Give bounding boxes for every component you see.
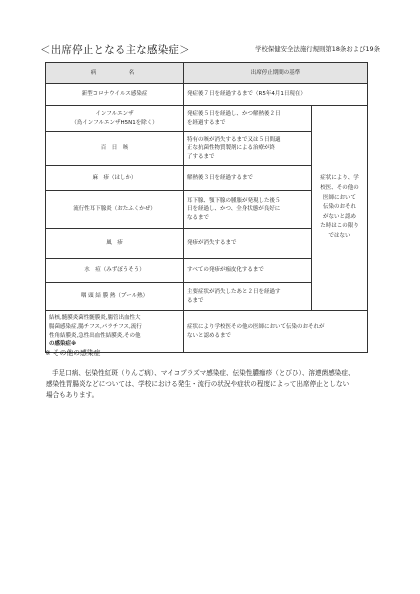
disease-column-header: 病 名 — [46, 63, 184, 84]
disease-cell: 風 疹 — [46, 229, 184, 259]
disease-cell: 流行性耳下腺炎（おたふくかぜ） — [46, 191, 184, 229]
disease-cell: 結核,髄膜炎菌性髄膜炎,腸管出血性大 腸菌感染症,腸チフス,パラチフス,流行 性角結膜炎,急性出血性結膜炎,その他 の感染症※ — [46, 311, 184, 353]
standard-cell: 症状により学校医その他の医師において伝染のおそれが ないと認めるまで — [184, 311, 368, 353]
standard-cell: すべての発疹が痂皮化するまで — [184, 259, 312, 283]
table-header-row — [46, 63, 368, 84]
standard-cell: 特有の咳が消失するまで又は５日間適 正な抗菌性物質製剤による治療が終 了するまで — [184, 132, 312, 166]
law-reference: 学校保健安全法施行規則第18条および19条 — [255, 45, 380, 53]
standard-column-header: 出席停止期間の基準 — [184, 63, 368, 84]
page-title: ＜出席停止となる主な感染症＞ — [40, 44, 190, 56]
disease-cell: 新型コロナウイルス感染症 — [46, 84, 184, 106]
standard-cell: 耳下腺、顎下腺の腫脹が発現した後５ 日を経過し、かつ、全身状態が良好に なるまで — [184, 191, 312, 229]
other-diseases-heading: ※ その他の感染症 — [45, 349, 101, 357]
table-row — [46, 106, 368, 132]
standard-cell: 主要症状が消失したあと２日を経過す るまで — [184, 283, 312, 311]
infectious-disease-table — [45, 62, 368, 353]
exception-note: 症状により、学 校医、その他の 医師において 伝染のおそれ がないと認め た時はこの限り ではない — [312, 106, 368, 311]
table-row — [46, 84, 368, 106]
other-diseases-paragraph: 手足口病、伝染性紅斑（りんご病）、マイコプラズマ感染症、伝染性膿痂疹（とびひ）、溶連菌感染症、 感染性胃腸炎などについては、学校における発生・流行の状況や症状の程度によって出席停止としない 場合もあります。 — [46, 369, 355, 399]
disease-cell: 百 日 咳 — [46, 132, 184, 166]
standard-cell: 発疹が消失するまで — [184, 229, 312, 259]
standard-cell: 解熱後３日を経過するまで — [184, 166, 312, 191]
disease-cell: 咽 頭 結 膜 熱（プール熱） — [46, 283, 184, 311]
disease-cell: インフルエンザ （鳥インフルエンザH5N1を除く） — [46, 106, 184, 132]
disease-cell: 麻 疹（はしか） — [46, 166, 184, 191]
standard-cell: 発症後５日を経過し、かつ解熱後２日 を経過するまで — [184, 106, 312, 132]
disease-cell: 水 痘（みずぼうそう） — [46, 259, 184, 283]
standard-cell: 発症後７日を経過するまで（R5年4月1日現在） — [184, 84, 368, 106]
